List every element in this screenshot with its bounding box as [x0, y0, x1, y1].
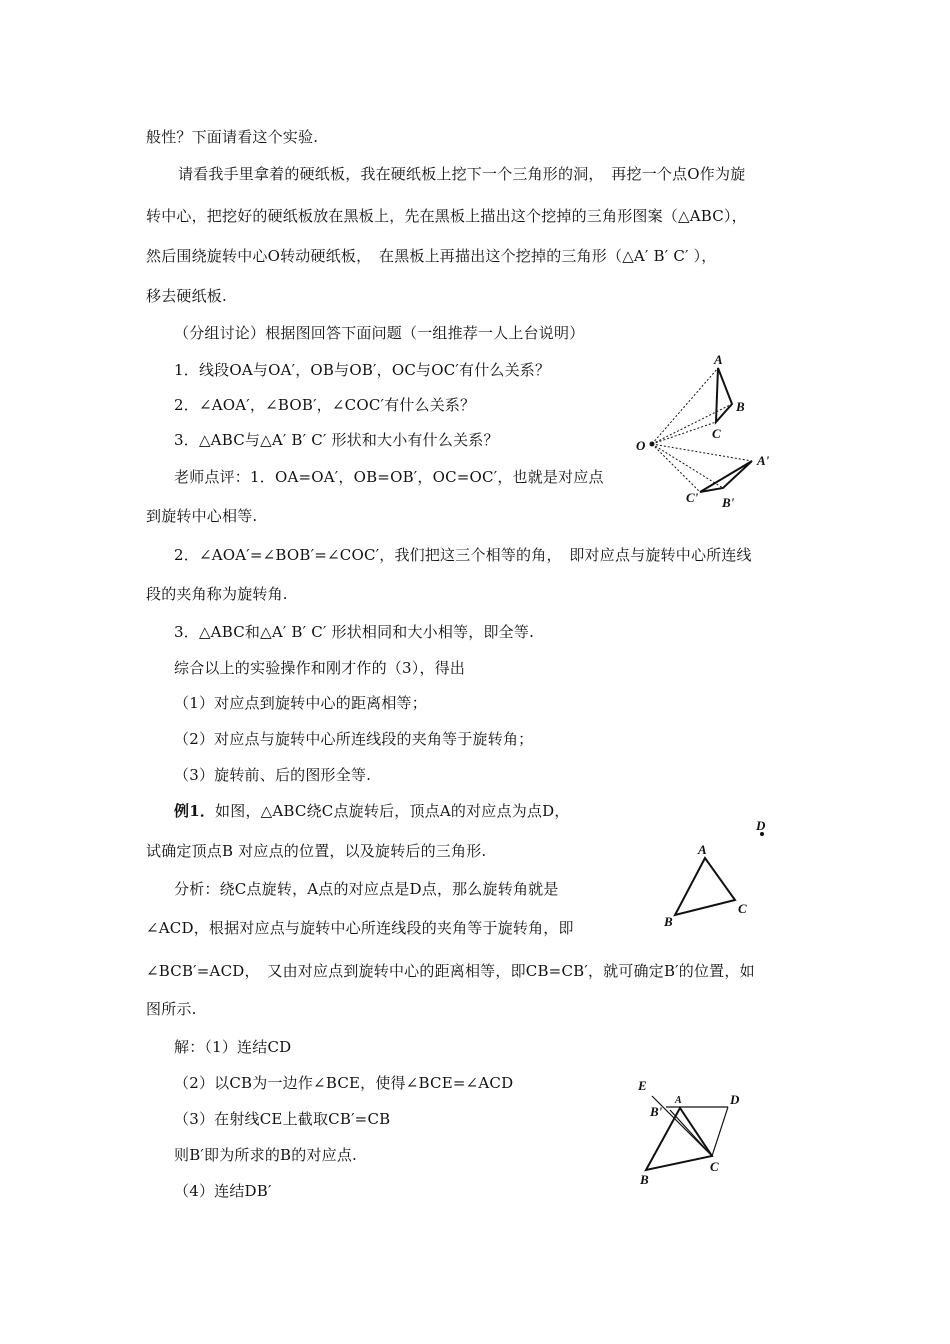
label-o: O: [636, 438, 646, 453]
label-e: E: [638, 1078, 647, 1093]
text-line: 老师点评：1．OA=OA′，OB=OB′，OC=OC′，也就是对应点: [174, 468, 604, 486]
text-line: 移去硬纸板.: [146, 287, 227, 305]
triangle-abc: [675, 858, 735, 915]
text-line: 1．线段OA与OA′，OB与OB′，OC与OC′有什么关系？: [174, 361, 551, 379]
text-line: 则B′即为所求的B的对应点.: [174, 1146, 358, 1164]
text-line: 段的夹角称为旋转角.: [146, 585, 288, 603]
text-line: 3．△ABC和△A′ B′ C′ 形状相同和大小相等，即全等.: [174, 623, 535, 641]
text-line: 图所示.: [146, 1000, 197, 1018]
label-c: C: [738, 901, 747, 916]
text-line: （1）对应点到旋转中心的距离相等；: [174, 694, 427, 712]
text-line: 如图，△ABC绕C点旋转后，顶点A的对应点为点D，: [215, 802, 570, 820]
label-c-prime: C': [686, 490, 699, 505]
text-line: 到旋转中心相等.: [146, 507, 258, 525]
center-point-o: [650, 442, 655, 447]
text-line: ∠ACD，根据对应点与旋转中心所连线段的夹角等于旋转角，即: [146, 919, 574, 937]
text-line: 般性？下面请看这个实验.: [146, 128, 319, 146]
label-d: D: [756, 818, 766, 833]
triangle-abc: [716, 368, 732, 422]
text-line: 试确定顶点B 对应点的位置，以及旋转后的三角形.: [146, 842, 487, 860]
label-a: A: [714, 352, 723, 367]
figure-triangle-with-d: [650, 810, 780, 940]
label-c: C: [710, 1159, 719, 1174]
label-b: B: [736, 399, 745, 414]
triangle-abc-prime: [700, 461, 752, 492]
text-line: 请看我手里拿着的硬纸板，我在硬纸板上挖下一个三角形的洞， 再挖一个点O作为旋: [178, 165, 746, 183]
text-line: （分组讨论）根据图回答下面问题（一组推荐一人上台说明）: [174, 324, 585, 342]
label-d: D: [730, 1092, 740, 1107]
text-line: 2．∠AOA′，∠BOB′，∠COC′有什么关系？: [174, 396, 476, 414]
text-line: （2）对应点与旋转中心所连线段的夹角等于旋转角；: [174, 730, 534, 748]
label-b-prime: B': [722, 495, 735, 510]
text-line: （3）旋转前、后的图形全等.: [174, 766, 372, 784]
figure-rotation-about-o: [620, 340, 790, 520]
example-line: [174, 801, 570, 821]
label-b-prime: B': [650, 1104, 663, 1119]
text-line: 解：（1）连结CD: [174, 1038, 292, 1056]
label-b: B: [640, 1172, 649, 1187]
text-line: 2．∠AOA′=∠BOB′=∠COC′，我们把这三个相等的角， 即对应点与旋转中心所连线: [174, 546, 752, 564]
text-line: （4）连结DB′: [174, 1182, 272, 1200]
text-line: 3．△ABC与△A′ B′ C′ 形状和大小有什么关系？: [174, 431, 499, 449]
text-line: 然后围绕旋转中心O转动硬纸板， 在黑板上再描出这个挖掉的三角形（△A′ B′ C′ ），: [146, 247, 717, 265]
label-b: B: [664, 914, 673, 929]
text-line: （3）在射线CE上截取CB′=CB: [174, 1110, 391, 1128]
label-a-prime: A': [757, 453, 770, 468]
example-label: 例1．: [174, 802, 216, 820]
text-line: 分析：绕C点旋转，A点的对应点是D点，那么旋转角就是: [174, 880, 559, 898]
text-line: （2）以CB为一边作∠BCE，使得∠BCE=∠ACD: [174, 1074, 514, 1092]
label-a: A: [698, 842, 707, 857]
label-c: C: [712, 426, 721, 441]
label-a: A: [675, 1095, 682, 1106]
text-line: 转中心，把挖好的硬纸板放在黑板上，先在黑板上描出这个挖掉的三角形图案（△ABC），: [146, 207, 747, 225]
text-line: 综合以上的实验操作和刚才作的（3），得出: [174, 659, 466, 677]
figure-construction-b-prime: [630, 1070, 770, 1200]
text-line: ∠BCB′=ACD， 又由对应点到旋转中心的距离相等，即CB=CB′，就可确定B′的位置，如: [146, 962, 755, 980]
